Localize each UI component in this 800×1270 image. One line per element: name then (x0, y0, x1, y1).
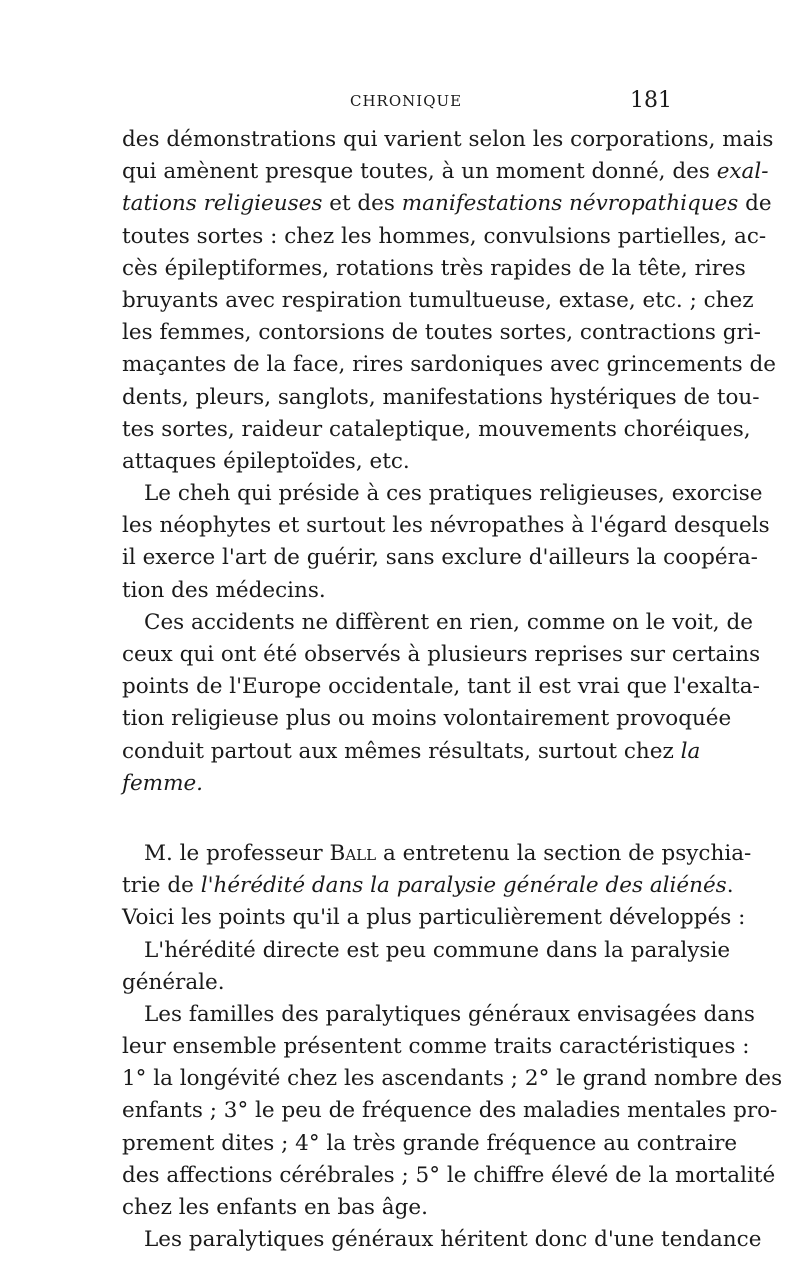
text-run: conduit partout aux mêmes résultats, surtout chez (122, 738, 681, 764)
paragraph-heredite (122, 935, 731, 999)
text-line: Voici les points qu'il a plus particulièrement développés : (122, 905, 746, 931)
text-line: toutes sortes : chez les hommes, convulsions partielles, ac- (122, 223, 767, 249)
italic-run: tations religieuses (122, 191, 323, 217)
italic-run: exal- (716, 159, 769, 185)
paragraph-cheh (122, 478, 770, 607)
text-line: maçantes de la face, rires sardoniques avec grincements de (122, 352, 777, 378)
text-line (122, 156, 769, 188)
text-run: de (738, 191, 772, 217)
text-line: les néophytes et surtout les névropathes à l'égard desquels (122, 513, 770, 539)
text-line: chez les enfants en bas âge. (122, 1195, 428, 1220)
running-title: CHRONIQUE (350, 92, 463, 110)
body-text (122, 124, 783, 1256)
text-line: ceux qui ont été observés à plusieurs reprises sur certains (122, 642, 761, 667)
text-line (122, 838, 752, 870)
text-line: Le cheh qui préside à ces pratiques religieuses, exorcise (144, 481, 763, 507)
paragraph-tendance (122, 1224, 762, 1256)
text-line: dents, pleurs, sanglots, manifestations hystériques de tou- (122, 384, 760, 410)
text-line: Les paralytiques généraux héritent donc d'une tendance (144, 1227, 762, 1253)
text-line: les femmes, contorsions de toutes sortes, contractions gri- (122, 320, 761, 346)
author-name: Ball (329, 840, 377, 866)
text-run: trie de (122, 873, 201, 899)
text-line: générale. (122, 969, 225, 995)
text-line: leur ensemble présentent comme traits caractéristiques : (122, 1034, 750, 1060)
italic-run: manifestations névropathiques (401, 191, 739, 217)
text-run: . (726, 873, 734, 899)
page-number: 181 (630, 88, 672, 113)
paragraph-ball (122, 838, 752, 935)
paragraph-familles (122, 999, 783, 1224)
text-line: Les familles des paralytiques généraux envisagées dans (144, 1001, 755, 1027)
text-line: tes sortes, raideur cataleptique, mouvements choréiques, (122, 416, 751, 442)
italic-run: l'hérédité dans la paralysie générale des aliénés (200, 873, 727, 899)
text-run: M. le professeur (144, 840, 330, 866)
text-line: bruyants avec respiration tumultueuse, extase, etc. ; chez (122, 287, 754, 313)
text-line: L'hérédité directe est peu commune dans la paralysie (144, 937, 731, 963)
paragraph-religious-exaltations (122, 124, 777, 478)
text-line: enfants ; 3° le peu de fréquence des maladies mentales pro- (122, 1098, 778, 1124)
text-line: il exerce l'art de guérir, sans exclure d'ailleurs la coopéra- (122, 545, 758, 571)
text-line (122, 188, 772, 220)
text-run: a entretenu la section de psychia- (376, 840, 752, 866)
running-head (120, 90, 680, 120)
section-gap (122, 800, 682, 838)
text-line: points de l'Europe occidentale, tant il est vrai que l'exalta- (122, 674, 760, 700)
text-line: 1° la longévité chez les ascendants ; 2° le grand nombre des (122, 1066, 783, 1092)
text-line: cès épileptiformes, rotations très rapides de la tête, rires (122, 255, 746, 281)
italic-run: la (680, 738, 701, 764)
text-line (122, 768, 682, 800)
text-run: et des (322, 191, 402, 217)
italic-run: femme. (122, 770, 204, 796)
text-line (122, 736, 701, 768)
text-line: tion des médecins. (122, 577, 326, 603)
text-line: des démonstrations qui varient selon les corporations, mais (122, 127, 774, 152)
text-run: qui amènent presque toutes, à un moment donné, des (122, 159, 717, 185)
text-line: Ces accidents ne diffèrent en rien, comme on le voit, de (144, 609, 753, 635)
paragraph-accidents (122, 607, 761, 800)
text-line: des affections cérébrales ; 5° le chiffre élevé de la mortalité (122, 1162, 776, 1188)
text-line (122, 870, 734, 902)
text-line: prement dites ; 4° la très grande fréquence au contraire (122, 1130, 738, 1156)
text-line: tion religieuse plus ou moins volontairement provoquée (122, 706, 732, 732)
text-line: attaques épileptoïdes, etc. (122, 448, 410, 474)
